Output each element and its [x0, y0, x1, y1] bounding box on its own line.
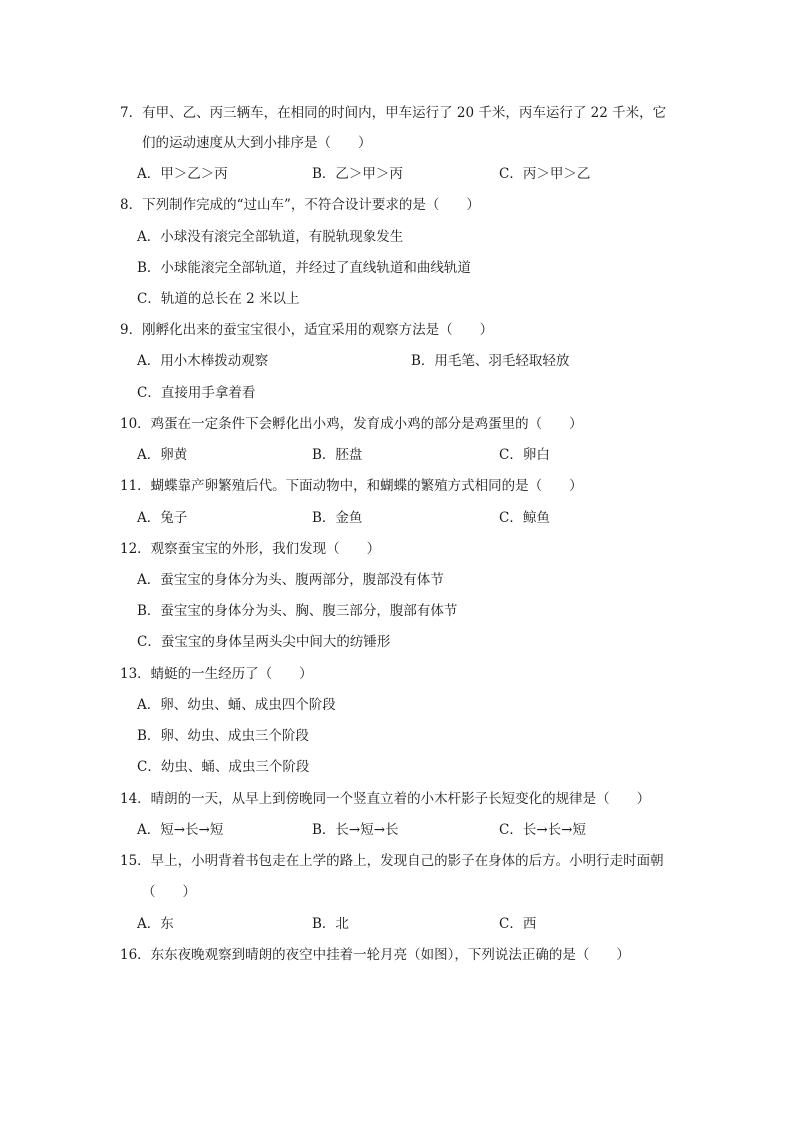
question-7-stem: 7．有甲、乙、丙三辆车，在相同的时间内，甲车运行了 20 千米，丙车运行了 22 千米，它 — [120, 105, 667, 121]
question-11-option-b: B．金鱼 — [312, 510, 363, 526]
question-10-option-b: B．胚盘 — [312, 447, 363, 463]
question-8-option-a: A．小球没有滚完全部轨道，有脱轨现象发生 — [137, 229, 404, 245]
question-12-option-a: A．蚕宝宝的身体分为头、腹两部分，腹部没有体节 — [137, 572, 444, 588]
question-10-option-c: C．卵白 — [499, 447, 550, 463]
question-15-option-a: A．东 — [137, 916, 174, 932]
question-12-stem: 12．观察蚕宝宝的外形，我们发现（ ） — [120, 541, 381, 557]
question-7-option-a: A．甲＞乙＞丙 — [137, 166, 228, 182]
question-10-option-a: A．卵黄 — [137, 447, 188, 463]
question-8-stem: 8．下列制作完成的“过山车”，不符合设计要求的是（ ） — [120, 197, 480, 213]
question-15-stem: 15．早上，小明背着书包走在上学的路上，发现自己的影子在身体的后方。小明行走时面朝 — [120, 853, 664, 869]
question-7-stem-continued: 们的运动速度从大到小排序是（ ） — [142, 135, 372, 151]
question-9-option-a: A．用小木棒拨动观察 — [137, 353, 269, 369]
question-13-option-c: C．幼虫、蛹、成虫三个阶段 — [137, 759, 310, 775]
question-8-option-b: B．小球能滚完全部轨道，并经过了直线轨道和曲线轨道 — [137, 260, 471, 276]
question-16-stem: 16．东东夜晚观察到晴朗的夜空中挂着一轮月亮（如图），下列说法正确的是（ ） — [120, 947, 630, 963]
question-13-option-a: A．卵、幼虫、蛹、成虫四个阶段 — [137, 697, 336, 713]
question-14-stem: 14．晴朗的一天，从早上到傍晚同一个竖直立着的小木杆影子长短变化的规律是（ ） — [120, 791, 651, 807]
question-7-option-b: B．乙＞甲＞丙 — [312, 166, 403, 182]
question-9-option-b: B．用毛笔、羽毛轻取轻放 — [411, 353, 570, 369]
question-11-stem: 11．蝴蝶靠产卵繁殖后代。下面动物中，和蝴蝶的繁殖方式相同的是（ ） — [120, 478, 583, 494]
question-12-option-c: C．蚕宝宝的身体呈两头尖中间大的纺锤形 — [137, 634, 391, 650]
question-15-stem-continued: （ ） — [142, 884, 196, 900]
question-14-option-b: B．长→短→长 — [312, 822, 399, 838]
question-11-option-c: C．鲸鱼 — [499, 510, 550, 526]
question-8-option-c: C．轨道的总长在 2 米以上 — [137, 291, 300, 307]
question-10-stem: 10．鸡蛋在一定条件下会孵化出小鸡，发育成小鸡的部分是鸡蛋里的（ ） — [120, 416, 583, 432]
question-12-option-b: B．蚕宝宝的身体分为头、胸、腹三部分，腹部有体节 — [137, 603, 458, 619]
question-13-stem: 13．蜻蜓的一生经历了（ ） — [120, 666, 313, 682]
question-14-option-a: A．短→长→短 — [137, 822, 224, 838]
question-13-option-b: B．卵、幼虫、成虫三个阶段 — [137, 728, 309, 744]
question-7-option-c: C．丙＞甲＞乙 — [499, 166, 591, 182]
question-14-option-c: C．长→长→短 — [499, 822, 586, 838]
question-11-option-a: A．兔子 — [137, 510, 188, 526]
question-15-option-c: C．西 — [499, 916, 537, 932]
question-9-stem: 9．刚孵化出来的蚕宝宝很小，适宜采用的观察方法是（ ） — [120, 322, 494, 338]
question-15-option-b: B．北 — [312, 916, 349, 932]
question-9-option-c: C．直接用手拿着看 — [137, 385, 256, 401]
